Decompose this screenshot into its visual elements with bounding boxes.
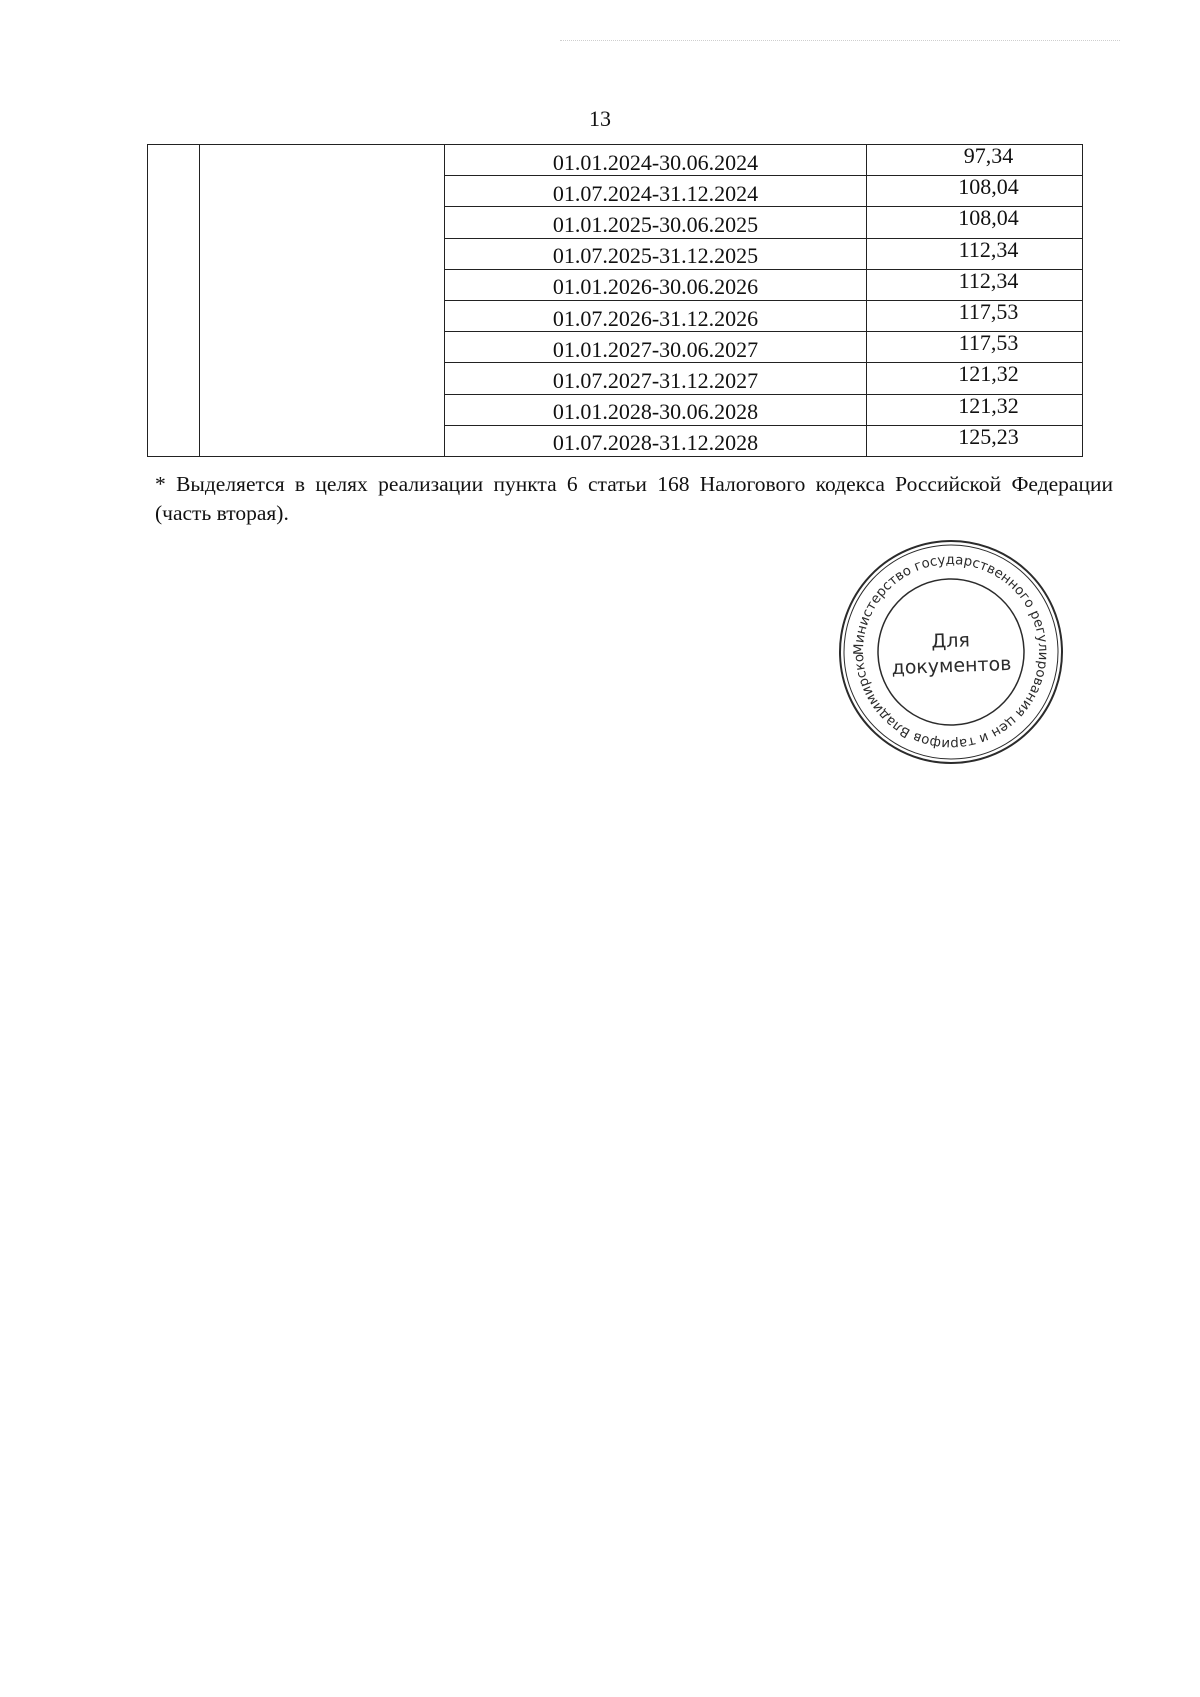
tariff-value-cell [867, 363, 1083, 394]
seal-center-line1: Для [931, 629, 971, 653]
seal-ring-text: Министерство государственного регулирования цен и тарифов Владимирской области * [832, 533, 1051, 752]
tariff-value-cell [867, 332, 1083, 363]
seal-inner-ring [875, 576, 1026, 727]
tariff-value-cell [867, 425, 1083, 456]
tariff-value: 117,53 [958, 299, 1019, 325]
seal-outer-ring [836, 537, 1066, 767]
official-seal [832, 533, 1070, 771]
scan-artifact-line [560, 40, 1120, 43]
empty-description-cell [200, 145, 445, 457]
period-cell: 01.01.2028-30.06.2028 [445, 394, 867, 425]
tariff-value: 108,04 [958, 205, 1019, 231]
period-cell: 01.01.2026-30.06.2026 [445, 269, 867, 300]
tariff-value: 121,32 [958, 361, 1019, 387]
tariff-value-cell [867, 207, 1083, 238]
period-cell: 01.07.2025-31.12.2025 [445, 238, 867, 269]
tariff-value: 112,34 [958, 236, 1019, 262]
seal-graphic [832, 533, 1070, 771]
tariff-value: 121,32 [958, 392, 1019, 418]
footnote: * Выделяется в целях реализации пункта 6 статьи 168 Налогового кодекса Российской Федерации (часть вторая). [155, 472, 1113, 525]
period-cell: 01.07.2028-31.12.2028 [445, 425, 867, 456]
period-cell: 01.07.2027-31.12.2027 [445, 363, 867, 394]
period-cell: 01.01.2024-30.06.2024 [445, 145, 867, 176]
tariff-value-cell [867, 238, 1083, 269]
tariff-value-cell [867, 145, 1083, 176]
period-cell: 01.01.2027-30.06.2027 [445, 332, 867, 363]
tariff-value: 112,34 [958, 267, 1019, 293]
tariff-value: 117,53 [958, 330, 1019, 356]
tariff-value-cell [867, 269, 1083, 300]
tariff-value-cell [867, 176, 1083, 207]
seal-outer-ring-inner [840, 541, 1061, 762]
tariff-value-cell [867, 300, 1083, 331]
seal-center-line2: документов [891, 652, 1012, 680]
tariff-value: 108,04 [958, 174, 1019, 200]
page-number: 13 [589, 106, 611, 131]
tariff-table-body [148, 145, 1083, 457]
table-row [148, 145, 1083, 176]
period-cell: 01.01.2025-30.06.2025 [445, 207, 867, 238]
period-cell: 01.07.2026-31.12.2026 [445, 300, 867, 331]
tariff-value: 97,34 [963, 143, 1014, 169]
period-cell: 01.07.2024-31.12.2024 [445, 176, 867, 207]
tariff-value: 125,23 [958, 423, 1019, 449]
tariff-table [147, 144, 1083, 457]
tariff-value-cell [867, 394, 1083, 425]
empty-number-cell [148, 145, 200, 457]
